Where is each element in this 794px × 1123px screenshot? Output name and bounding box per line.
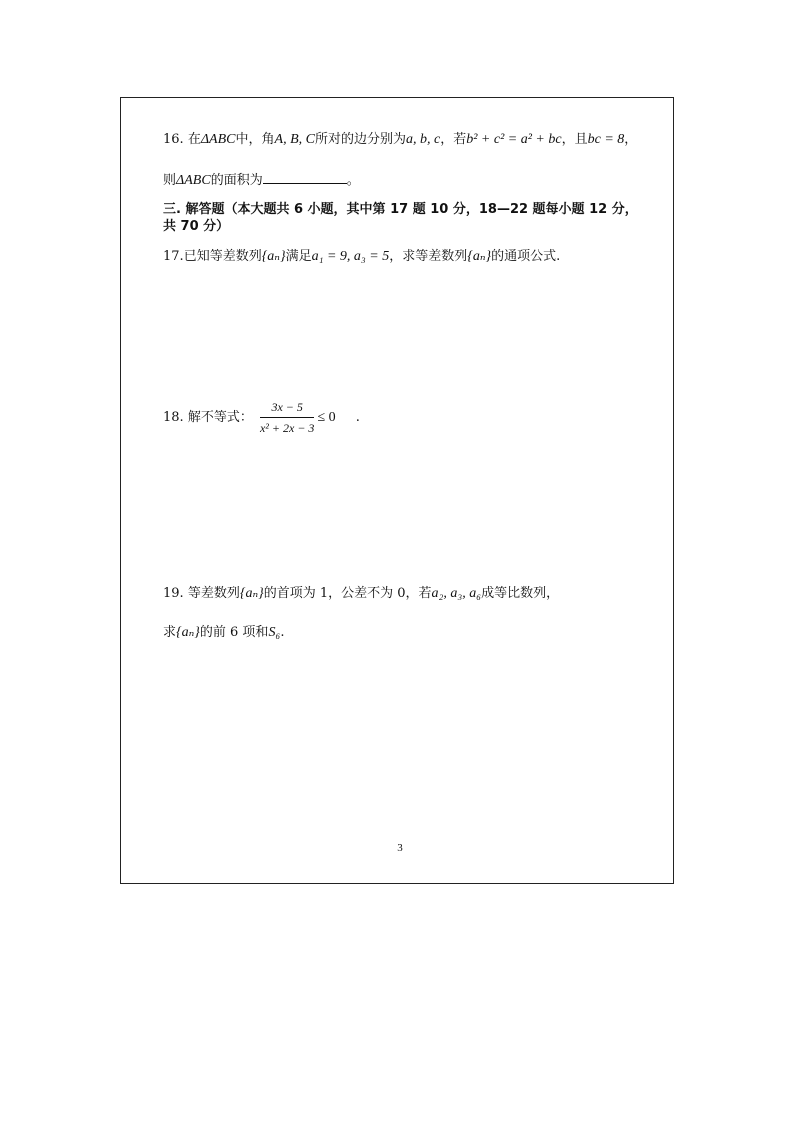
text: 满足 [285,249,312,264]
math-sequence: {aₙ} [261,249,286,264]
text: 的面积为 [210,173,263,188]
math-sequence: {aₙ} [239,586,264,601]
section-heading-line-1: 三. 解答题（本大题共 6 小题，其中第 17 题 10 分，18—22 题每小题 12 分， [163,202,638,217]
math-condition-2: bc = 8 [587,132,625,147]
text: 的通项公式. [491,249,561,264]
text: 已知等差数列 [183,249,262,264]
text: 的前 6 项和 [199,625,269,640]
question-17 [163,248,560,266]
question-16-line-2 [163,171,360,190]
question-19-line-1 [163,585,559,603]
text: . [280,625,285,640]
text: 则 [163,173,177,188]
math-condition: a₁ = 9, a₃ = 5 [311,249,390,264]
question-number: 17. [163,249,184,264]
text: ， [624,132,638,147]
text: 解不等式： [187,410,253,425]
question-16-line-1 [163,131,637,149]
text: 求 [163,625,177,640]
math-fraction [260,398,314,437]
math-terms: a₂, a₃, a₆ [431,586,482,601]
text: 在 [187,132,201,147]
answer-blank[interactable] [263,171,347,184]
math-sides: a, b, c [406,132,441,147]
math-relation: ≤ 0 [317,410,336,425]
math-triangle: ΔABC [176,173,211,188]
text: ，且 [561,132,588,147]
math-sequence: {aₙ} [467,249,492,264]
math-sum: S₆ [268,625,281,640]
math-angles: A, B, C [274,132,315,147]
text: 中，角 [235,132,275,147]
math-triangle: ΔABC [200,132,236,147]
question-number: 16. [163,132,184,147]
text: 所对的边分别为 [314,132,406,147]
question-19-line-2 [163,624,284,642]
page-number: 3 [397,842,403,854]
text: ，若 [440,132,467,147]
math-condition: b² + c² = a² + bc [466,132,562,147]
math-sequence: {aₙ} [176,625,200,640]
text: . [355,410,360,425]
text: 成等比数列， [481,586,560,601]
section-heading-line-2: 共 70 分） [163,219,230,234]
section-heading-cont [163,218,229,236]
text: 等差数列 [187,586,240,601]
fraction-numerator: 3x − 5 [260,398,314,418]
question-number: 18. [163,410,184,425]
text: 。 [346,173,360,188]
text: ，求等差数列 [389,249,468,264]
fraction-denominator: x² + 2x − 3 [259,421,315,435]
section-heading [163,201,638,219]
text: 的首项为 1，公差不为 0，若 [263,586,432,601]
question-number: 19. [163,586,184,601]
question-18 [163,398,360,437]
